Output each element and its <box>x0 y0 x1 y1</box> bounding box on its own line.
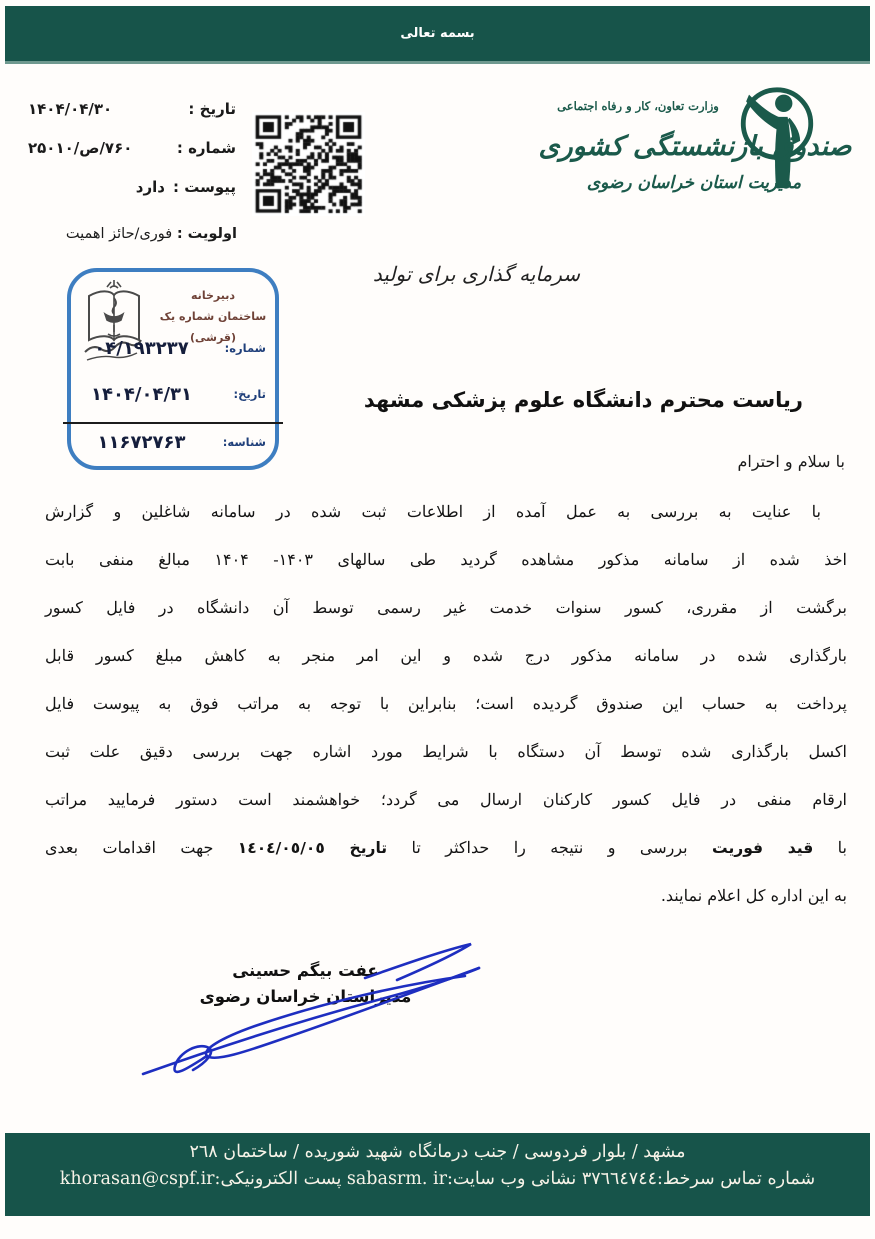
stamp-number-row <box>71 334 275 362</box>
stamp-number-label: شماره: <box>224 341 266 355</box>
number-value: ۷۶۰/ص/۲۵۰۱۰ <box>28 139 133 157</box>
meta-attachment-row <box>28 178 236 196</box>
qr-code <box>252 112 365 216</box>
footer-band <box>5 1133 870 1216</box>
stamp-number-value: ۰۴/۱۹۳۲۳۷ <box>94 337 189 359</box>
body-line: بارگذاری شده در سامانه مذکور درج شده و این امر منجر به کاهش مبلغ کسور قابل <box>45 646 848 665</box>
letterhead <box>525 85 860 215</box>
signatory-title: مدیراستان خراسان رضوی <box>199 986 412 1006</box>
body-line: با عنایت به بررسی به عمل آمده از اطلاعات ثبت شده در سامانه شاغلین و گزارش <box>45 502 821 521</box>
stamp-id-row <box>71 428 275 456</box>
stamp-separator <box>63 422 283 424</box>
province-management-name: مدیریت استان خراسان رضوی <box>586 173 802 193</box>
recipient-heading: ریاست محترم دانشگاه علوم پزشکی مشهد <box>363 388 803 412</box>
priority-value: فوری/حائز اهمیت <box>65 226 173 242</box>
attachment-label: پیوست : <box>172 178 236 196</box>
body-line: پرداخت به حساب این صندوق گردیده است؛ بنابراین با توجه به مراتب فوق به پیوست فایل <box>45 694 848 713</box>
fund-name: صندوق بازنشستگی کشوری <box>538 131 852 162</box>
stamp-org-line2: ساختمان شماره یک <box>159 309 267 323</box>
bismillah-text: بسمه تعالی <box>400 26 475 41</box>
body-line: برگشت از مقرری، کسور سنوات خدمت غیر رسمی توسط آن دانشگاه در فایل کسور <box>45 598 847 617</box>
stamp-org-line3: (قرشی) <box>189 330 237 344</box>
letter-meta <box>28 100 236 217</box>
secretariat-stamp <box>67 268 279 470</box>
body-line: ارقام منفی در فایل کسور کارکنان ارسال می گردد؛ خواهشمند است دستور فرمایید مراتب <box>45 790 847 809</box>
meta-number-row <box>28 139 236 157</box>
stamp-org-line1: دبیرخانه <box>191 289 235 302</box>
bismillah-banner <box>5 6 870 64</box>
footer-contact: شماره تماس سرخط:٣٧٦٦٤٧٤٤ نشانی وب سایت:sabasrm. ir پست الکترونیکی:khorasan@cspf.ir <box>59 1169 816 1189</box>
priority-label: اولویت : <box>176 226 237 242</box>
stamp-date-row <box>71 380 275 408</box>
priority-row <box>22 226 237 242</box>
letter-body <box>45 492 847 924</box>
meta-date-row <box>28 100 236 118</box>
salutation: با سلام و احترام <box>737 452 845 471</box>
footer-address: مشهد / بلوار فردوسی / جنب درمانگاه شهید شوریده / ساختمان ٢٦٨ <box>189 1142 686 1162</box>
date-label: تاریخ : <box>188 100 236 118</box>
attachment-value: دارد <box>135 178 165 196</box>
letter-slogan: سرمایه گذاری برای تولید <box>372 262 580 286</box>
body-line: با قید فوریت بررسی و نتیجه را حداکثر تا تاریخ ١٤٠٤/٠٥/٠٥ جهت اقدامات بعدی <box>45 838 847 857</box>
ministry-name: وزارت تعاون، کار و رفاه اجتماعی <box>557 99 719 113</box>
signatory-name: عفت بیگم حسینی <box>232 961 379 980</box>
stamp-date-label: تاریخ: <box>233 387 266 401</box>
number-label: شماره : <box>176 139 236 157</box>
signature-block <box>178 958 433 1009</box>
body-line: اکسل بارگذاری شده توسط آن دستگاه با شرایط مورد اشاره جهت بررسی دقیق علت ثبت <box>45 742 847 761</box>
date-value: ۱۴۰۴/۰۴/۳۰ <box>28 100 113 118</box>
stamp-id-label: شناسه: <box>222 435 266 449</box>
body-line: اخذ شده از سامانه مذکور مشاهده گردید طی سالهای ۱۴۰۳- ۱۴۰۴ مبالغ منفی بابت <box>45 550 847 569</box>
stamp-id-value: ۱۱۶۷۲۷۶۳ <box>97 431 186 453</box>
body-line: به این اداره کل اعلام نمایند. <box>660 886 847 905</box>
stamp-date-value: ۱۴۰۴/۰۴/۳۱ <box>90 383 193 405</box>
